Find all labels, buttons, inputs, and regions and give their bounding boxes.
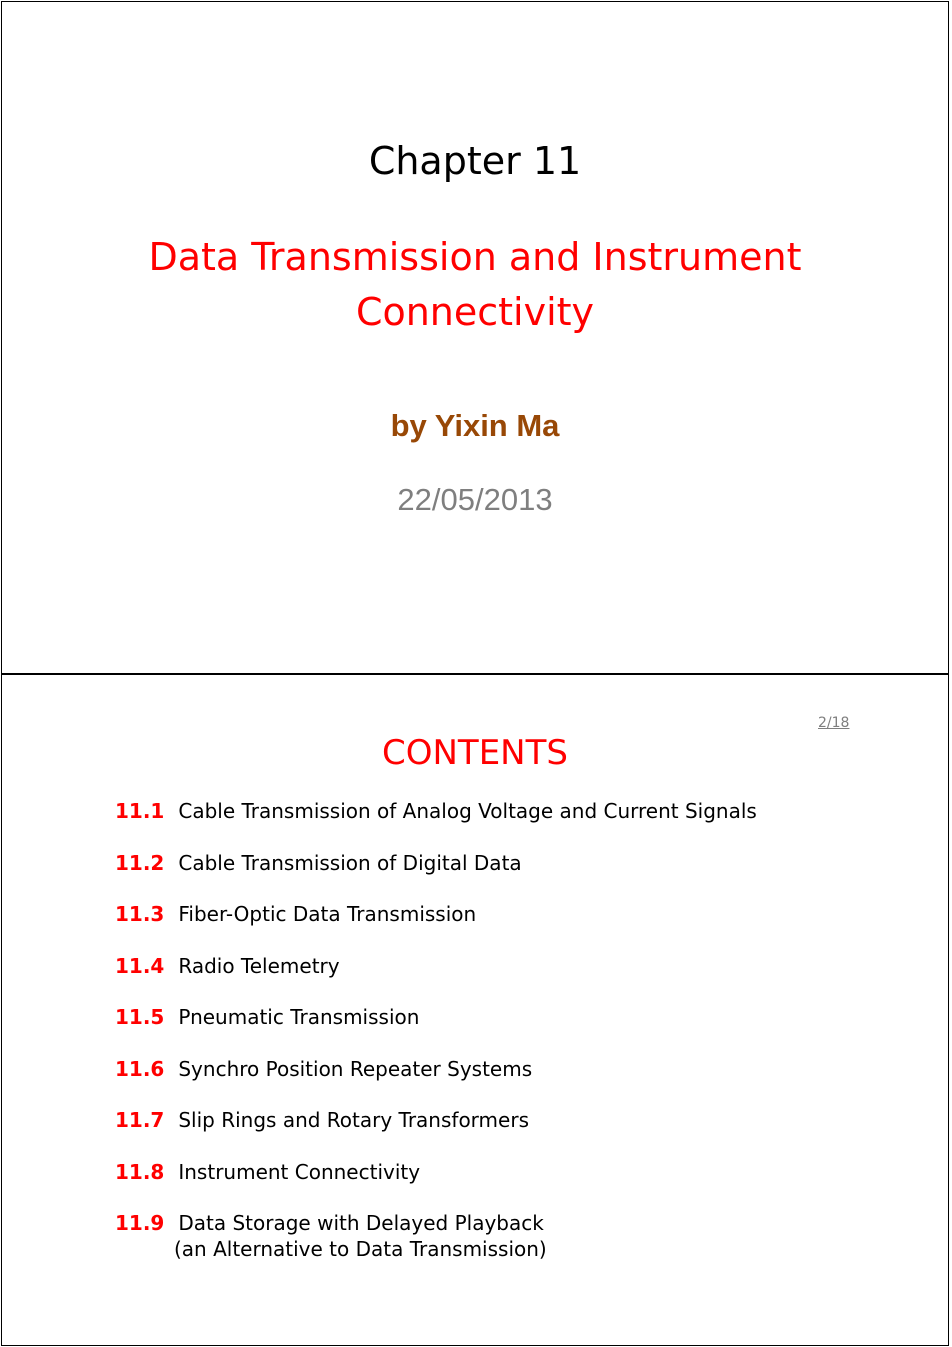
toc-item-number: 11.5: [115, 1005, 165, 1029]
toc-item: [115, 1107, 908, 1159]
toc-item-text: Instrument Connectivity: [178, 1159, 421, 1184]
toc-item: [115, 798, 908, 850]
toc-item-number: 11.8: [115, 1159, 165, 1184]
title-slide: [1, 1, 949, 674]
toc-item-number: 11.7: [115, 1108, 165, 1132]
toc-item-number: 11.3: [115, 902, 165, 926]
date: 22/05/2013: [397, 482, 553, 517]
toc-item: [115, 953, 908, 1005]
contents-title: CONTENTS: [382, 733, 568, 773]
slide-title-line-1: Data Transmission and Instrument: [148, 235, 802, 279]
toc-item: [115, 901, 908, 953]
toc-item: [115, 1159, 908, 1211]
table-of-contents: [115, 798, 908, 1262]
toc-item-text: Fiber-Optic Data Transmission: [178, 902, 477, 926]
toc-item: [115, 1056, 908, 1108]
toc-item-number: 11.6: [115, 1056, 165, 1081]
toc-item-number: 11.1: [115, 799, 165, 823]
chapter-heading: Chapter 11: [368, 139, 582, 183]
slide-title-line-2: Connectivity: [355, 290, 595, 334]
toc-item-text: Slip Rings and Rotary Transformers: [178, 1108, 529, 1132]
toc-item-text: Synchro Position Repeater Systems: [178, 1056, 533, 1081]
toc-item-text: Radio Telemetry: [178, 953, 340, 978]
toc-item: [115, 850, 908, 902]
toc-item-number: 11.4: [115, 953, 165, 978]
toc-item-text: Pneumatic Transmission: [178, 1005, 420, 1029]
toc-item-text: Data Storage with Delayed Playback: [178, 1211, 544, 1235]
toc-item: [115, 1210, 908, 1262]
toc-item-text: Cable Transmission of Analog Voltage and Current Signals: [178, 799, 757, 823]
toc-item-number: 11.2: [115, 850, 165, 875]
page-number: 2/18: [818, 715, 850, 731]
slide-title: [62, 230, 888, 340]
toc-item-subtext: (an Alternative to Data Transmission): [174, 1237, 547, 1261]
toc-item-text: Cable Transmission of Digital Data: [178, 850, 522, 875]
author: by Yixin Ma: [390, 408, 560, 443]
contents-slide: [1, 674, 949, 1346]
toc-item-number: 11.9: [115, 1211, 165, 1235]
toc-item: [115, 1004, 908, 1056]
